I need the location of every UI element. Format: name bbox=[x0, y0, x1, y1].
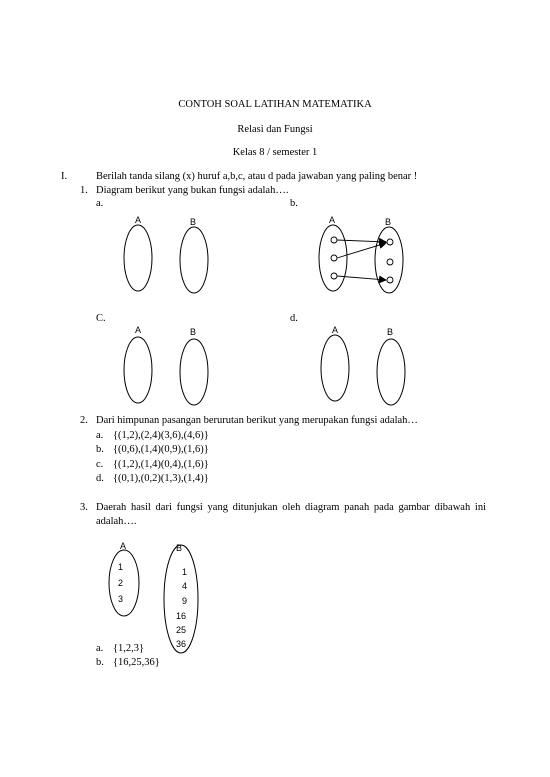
q2-option-c-label: c. bbox=[96, 459, 104, 470]
q2-option-d-label: d. bbox=[96, 473, 104, 484]
q1a-set-b-label: B bbox=[190, 217, 197, 227]
q1c-set-a-oval bbox=[124, 337, 152, 403]
document-title: CONTOH SOAL LATIHAN MATEMATIKA bbox=[178, 99, 372, 110]
q1-option-a-label: a. bbox=[96, 198, 104, 209]
q1-number: 1. bbox=[80, 185, 88, 196]
section-number: I. bbox=[61, 171, 68, 182]
q3-set-b-item: 4 bbox=[182, 581, 188, 591]
q1d-set-b-oval bbox=[377, 339, 405, 405]
q1d-set-b-label: B bbox=[387, 327, 394, 337]
q1c-set-a-label: A bbox=[135, 325, 142, 335]
q1b-point-a3 bbox=[331, 273, 337, 279]
q1d-set-a-label: A bbox=[332, 325, 339, 335]
q1-text: Diagram berikut yang bukan fungsi adalah…. bbox=[96, 185, 289, 196]
q3-option-a-label: a. bbox=[96, 643, 104, 654]
q2-option-b-label: b. bbox=[96, 444, 104, 455]
q3-text-line2: adalah…. bbox=[96, 516, 137, 527]
q2-option-c-text: {(1,2),(1,4)(0,4),(1,6)} bbox=[113, 459, 209, 470]
q3-set-b-item: 36 bbox=[176, 639, 187, 649]
q3-set-b-item: 25 bbox=[176, 625, 187, 635]
q1b-point-b2 bbox=[387, 259, 393, 265]
q1-option-c-label: C. bbox=[96, 313, 106, 324]
q3-option-b-label: b. bbox=[96, 657, 104, 668]
q1a-set-a-oval bbox=[124, 225, 152, 291]
q3-set-a-oval bbox=[109, 550, 139, 616]
q2-text: Dari himpunan pasangan berurutan berikut yang merupakan fungsi adalah… bbox=[96, 415, 418, 426]
q2-option-d-text: {(0,1),(0,2)(1,3),(1,4)} bbox=[113, 473, 209, 484]
q2-option-a-text: {(1,2),(2,4)(3,6),(4,6)} bbox=[113, 430, 209, 441]
q3-option-a-text: {1,2,3} bbox=[113, 643, 145, 654]
q1-option-b-label: b. bbox=[290, 198, 298, 209]
q1-option-d-label: d. bbox=[290, 313, 298, 324]
q1b-point-b1 bbox=[387, 239, 393, 245]
q1b-point-b3 bbox=[387, 277, 393, 283]
q1b-arrow-2 bbox=[337, 243, 386, 258]
q1b-set-b-label: B bbox=[385, 217, 392, 227]
q1a-set-a-label: A bbox=[135, 215, 142, 225]
q3-text-line1: Daerah hasil dari fungsi yang ditunjukan oleh diagram panah pada gambar dibawah ini bbox=[96, 502, 486, 513]
q1d-set-a-oval bbox=[321, 335, 349, 401]
document-subtitle: Relasi dan Fungsi bbox=[237, 124, 313, 135]
class-info: Kelas 8 / semester 1 bbox=[232, 147, 318, 158]
q3-option-b-text: {16,25,36} bbox=[113, 657, 160, 668]
q3-number: 3. bbox=[80, 502, 88, 513]
q3-set-b-item: 9 bbox=[182, 596, 188, 606]
q1b-set-a-label: A bbox=[329, 215, 336, 225]
q2-option-a-label: a. bbox=[96, 430, 104, 441]
q1c-set-b-label: B bbox=[190, 327, 197, 337]
q3-set-a-item: 3 bbox=[118, 594, 124, 604]
q3-set-b-item: 1 bbox=[182, 567, 188, 577]
q1a-set-b-oval bbox=[180, 227, 208, 293]
q3-set-a-item: 1 bbox=[118, 562, 124, 572]
q1c-set-b-oval bbox=[180, 339, 208, 405]
q3-set-a-item: 2 bbox=[118, 578, 124, 588]
q2-number: 2. bbox=[80, 415, 88, 426]
q3-set-a-label: A bbox=[120, 541, 127, 551]
section-instruction: Berilah tanda silang (x) huruf a,b,c, atau d pada jawaban yang paling benar ! bbox=[96, 171, 418, 182]
q3-set-b-label: B bbox=[176, 543, 183, 553]
q1b-point-a2 bbox=[331, 255, 337, 261]
q3-set-b-item: 16 bbox=[176, 611, 187, 621]
q1b-arrow-1 bbox=[337, 240, 386, 242]
q2-option-b-text: {(0,6),(1,4)(0,9),(1,6)} bbox=[113, 444, 209, 455]
q1b-point-a1 bbox=[331, 237, 337, 243]
